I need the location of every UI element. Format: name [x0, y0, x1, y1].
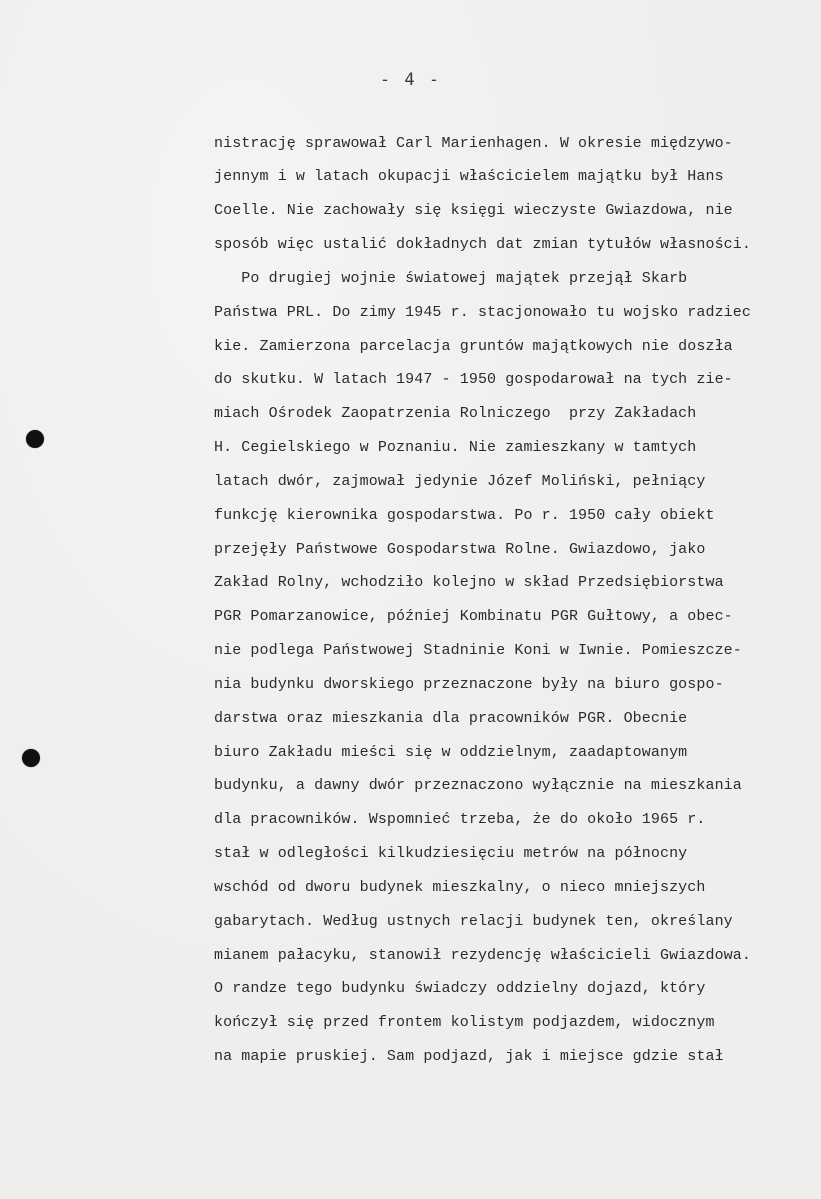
text-line: dla pracowników. Wspomnieć trzeba, że do około 1965 r. [214, 811, 706, 828]
text-line: przejęły Państwowe Gospodarstwa Rolne. Gwiazdowo, jako [214, 541, 706, 558]
text-line: sposób więc ustalić dokładnych dat zmian tytułów własności. [214, 236, 751, 253]
text-line: Państwa PRL. Do zimy 1945 r. stacjonowało tu wojsko radziec [214, 304, 751, 321]
text-line: gabarytach. Według ustnych relacji budynek ten, określany [214, 913, 733, 930]
text-line: kończył się przed frontem kolistym podjazdem, widocznym [214, 1014, 715, 1031]
binder-hole-top [26, 430, 44, 448]
text-line: do skutku. W latach 1947 - 1950 gospodarował na tych zie- [214, 371, 733, 388]
text-line: O randze tego budynku świadczy oddzielny dojazd, który [214, 980, 706, 997]
text-line: Zakład Rolny, wchodziło kolejno w skład Przedsiębiorstwa [214, 574, 724, 591]
page-number: - 4 - [379, 70, 442, 90]
text-line: kie. Zamierzona parcelacja gruntów majątkowych nie doszła [214, 338, 733, 355]
text-line: darstwa oraz mieszkania dla pracowników PGR. Obecnie [214, 710, 688, 727]
text-line: biuro Zakładu mieści się w oddzielnym, zaadaptowanym [214, 744, 688, 761]
text-line: H. Cegielskiego w Poznaniu. Nie zamieszkany w tamtych [214, 439, 697, 456]
text-line: Po drugiej wojnie światowej majątek przejął Skarb [214, 270, 688, 287]
text-line: latach dwór, zajmował jedynie Józef Moliński, pełniący [214, 473, 706, 490]
text-line: miach Ośrodek Zaopatrzenia Rolniczego przy Zakładach [214, 405, 697, 422]
text-line: funkcję kierownika gospodarstwa. Po r. 1950 cały obiekt [214, 507, 715, 524]
text-line: na mapie pruskiej. Sam podjazd, jak i miejsce gdzie stał [214, 1048, 724, 1065]
text-line: nia budynku dworskiego przeznaczone były na biuro gospo- [214, 676, 724, 693]
binder-hole-bottom [22, 749, 40, 767]
text-line: mianem pałacyku, stanowił rezydencję właścicieli Gwiazdowa. [214, 947, 751, 964]
text-line: nie podlega Państwowej Stadninie Koni w Iwnie. Pomieszcze- [214, 642, 742, 659]
text-line: Coelle. Nie zachowały się księgi wieczyste Gwiazdowa, nie [214, 202, 733, 219]
text-line: budynku, a dawny dwór przeznaczono wyłącznie na mieszkania [214, 777, 742, 794]
text-line: wschód od dworu budynek mieszkalny, o nieco mniejszych [214, 879, 706, 896]
text-line: stał w odległości kilkudziesięciu metrów na północny [214, 845, 688, 862]
text-line: nistrację sprawował Carl Marienhagen. W okresie międzywo- [214, 135, 733, 152]
text-line: jennym i w latach okupacji właścicielem majątku był Hans [214, 168, 724, 185]
text-line: PGR Pomarzanowice, później Kombinatu PGR Gułtowy, a obec- [214, 608, 733, 625]
